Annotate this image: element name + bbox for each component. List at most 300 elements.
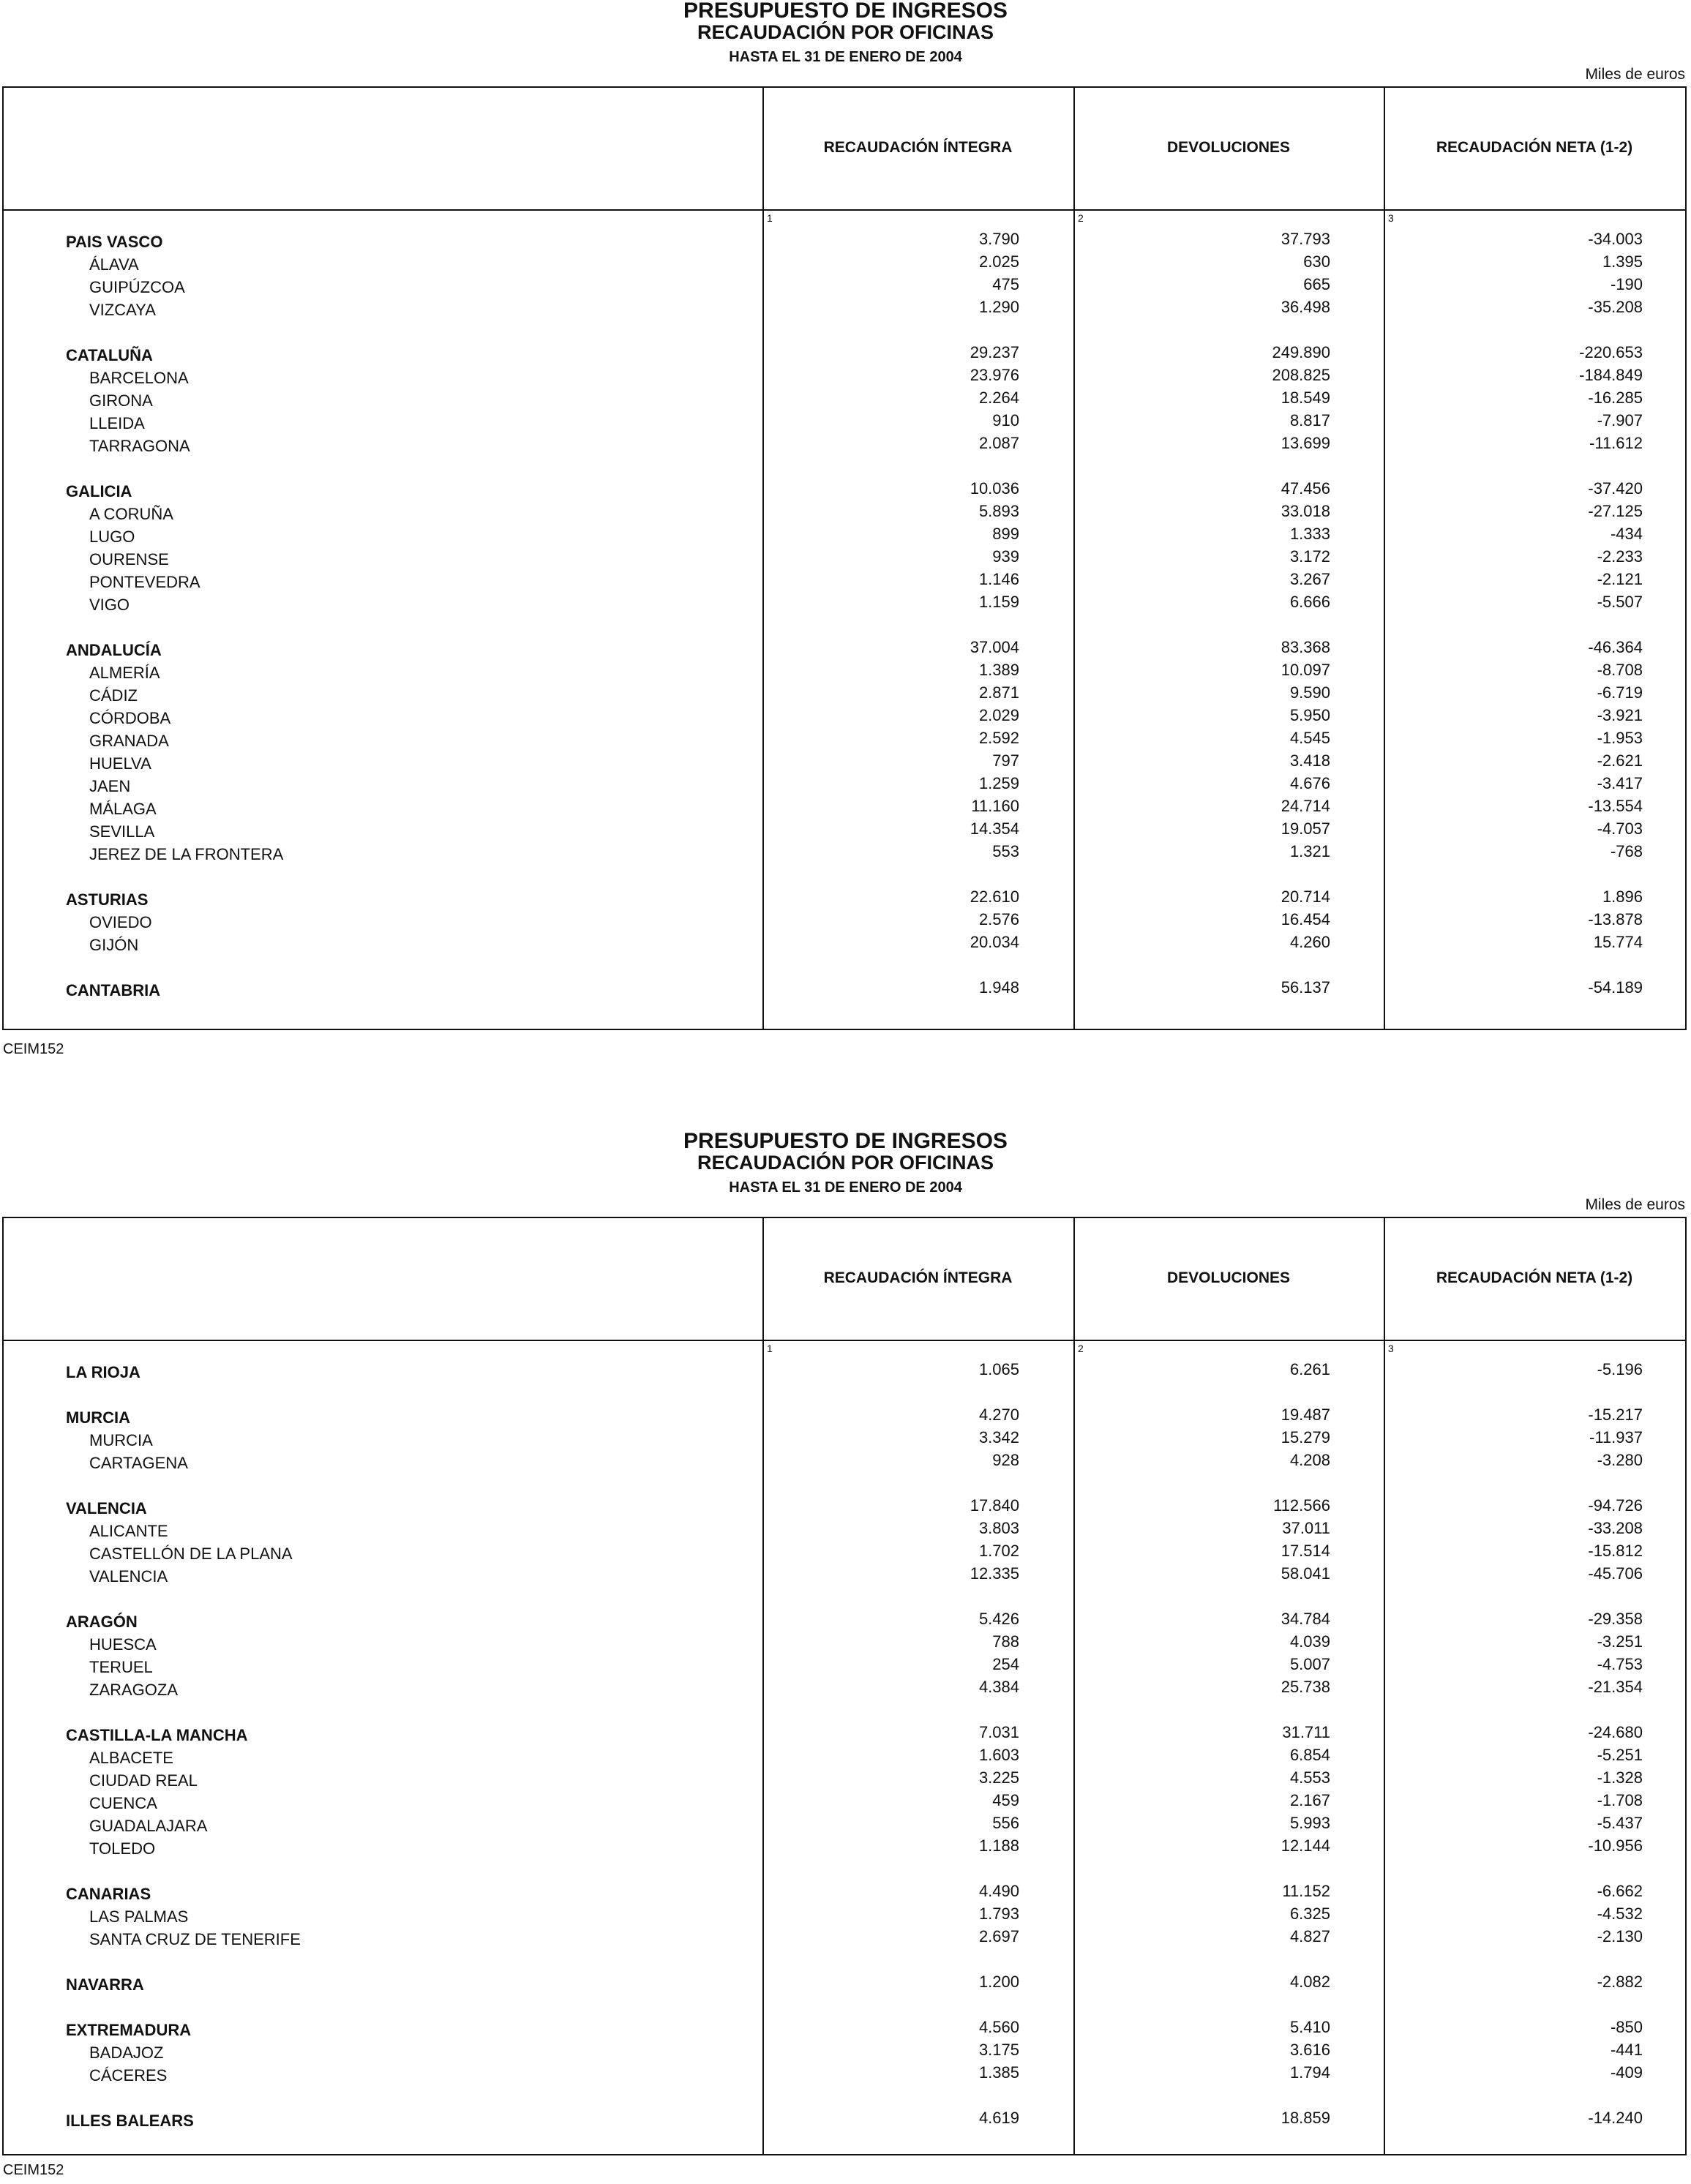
gross-collection-value: 4.490 — [978, 1882, 1019, 1900]
gross-collection-value: 928 — [992, 1451, 1019, 1469]
gross-collection-value: 3.225 — [978, 1768, 1019, 1787]
office-row — [4, 1927, 1685, 1953]
region-row — [4, 638, 1685, 664]
net-collection-value: -850 — [1610, 2018, 1643, 2036]
refunds-value: 4.260 — [1289, 933, 1330, 951]
gross-collection-value: 1.389 — [978, 661, 1019, 679]
gross-collection-value: 4.560 — [978, 2018, 1019, 2036]
gross-collection-value: 12.335 — [970, 1564, 1019, 1583]
net-collection-value: -5.507 — [1597, 593, 1643, 611]
office-row — [4, 275, 1685, 301]
column-number: 1 — [767, 212, 773, 224]
refunds-value: 34.784 — [1281, 1610, 1330, 1628]
net-collection-value: -94.726 — [1588, 1496, 1643, 1515]
refunds-value: 6.854 — [1289, 1746, 1330, 1764]
row-label: ZARAGOZA — [89, 1681, 179, 1699]
gross-collection-value: 1.385 — [978, 2063, 1019, 2082]
refunds-value: 3.418 — [1289, 751, 1330, 770]
net-collection-value: -184.849 — [1579, 366, 1643, 384]
gross-collection-value: 1.065 — [978, 1360, 1019, 1378]
refunds-value: 36.498 — [1281, 298, 1330, 316]
row-label: LA RIOJA — [66, 1363, 140, 1381]
gross-collection-value: 1.793 — [978, 1905, 1019, 1923]
gross-collection-value: 22.610 — [970, 888, 1019, 906]
refunds-value: 47.456 — [1281, 479, 1330, 498]
row-label: ALBACETE — [89, 1749, 173, 1767]
office-row — [4, 2063, 1685, 2089]
refunds-value: 13.699 — [1281, 434, 1330, 452]
refunds-value: 18.549 — [1281, 389, 1330, 407]
column-header: DEVOLUCIONES — [1166, 139, 1291, 156]
net-collection-value: -4.703 — [1597, 819, 1643, 838]
refunds-value: 33.018 — [1281, 502, 1330, 520]
refunds-value: 112.566 — [1273, 1496, 1330, 1515]
region-row — [4, 479, 1685, 505]
gross-collection-value: 556 — [992, 1814, 1019, 1832]
gross-collection-value: 17.840 — [970, 1496, 1019, 1515]
net-collection-value: -29.358 — [1588, 1610, 1643, 1628]
row-label: CUENCA — [89, 1794, 157, 1812]
gross-collection-value: 2.025 — [978, 252, 1019, 271]
row-label: TARRAGONA — [89, 437, 190, 455]
row-label: MÁLAGA — [89, 800, 157, 818]
row-label: GALICIA — [66, 482, 132, 500]
gross-collection-value: 2.029 — [978, 706, 1019, 724]
row-label: GIJÓN — [89, 936, 139, 954]
refunds-value: 6.325 — [1289, 1905, 1330, 1923]
office-row — [4, 593, 1685, 618]
refunds-value: 16.454 — [1281, 910, 1330, 928]
net-collection-value: -16.285 — [1588, 389, 1643, 407]
gross-collection-value: 1.603 — [978, 1746, 1019, 1764]
gross-collection-value: 1.259 — [978, 774, 1019, 792]
net-collection-value: -13.554 — [1588, 797, 1643, 815]
column-number: 3 — [1388, 1343, 1394, 1354]
gross-collection-value: 10.036 — [970, 479, 1019, 498]
column-number: 3 — [1388, 212, 1394, 224]
gross-collection-value: 788 — [992, 1632, 1019, 1651]
row-label: HUESCA — [89, 1635, 157, 1654]
row-label: GIRONA — [89, 391, 153, 410]
refunds-value: 1.333 — [1289, 525, 1330, 543]
net-collection-value: -10.956 — [1588, 1836, 1643, 1855]
office-row — [4, 1428, 1685, 1454]
data-table — [2, 86, 1687, 1030]
report-title: PRESUPUESTO DE INGRESOS — [683, 1129, 1008, 1153]
gross-collection-value: 254 — [992, 1655, 1019, 1673]
net-collection-value: -54.189 — [1588, 978, 1643, 997]
refunds-value: 3.172 — [1289, 547, 1330, 566]
net-collection-value: -5.196 — [1597, 1360, 1643, 1378]
gross-collection-value: 1.146 — [978, 570, 1019, 588]
refunds-value: 3.267 — [1289, 570, 1330, 588]
gross-collection-value: 20.034 — [970, 933, 1019, 951]
net-collection-value: -34.003 — [1588, 230, 1643, 248]
net-collection-value: -45.706 — [1588, 1564, 1643, 1583]
row-label: JEREZ DE LA FRONTERA — [89, 845, 284, 863]
column-header: RECAUDACIÓN ÍNTEGRA — [823, 139, 1013, 156]
row-label: ILLES BALEARS — [66, 2112, 194, 2130]
net-collection-value: -441 — [1610, 2041, 1643, 2059]
gross-collection-value: 29.237 — [970, 343, 1019, 361]
row-label: HUELVA — [89, 754, 151, 773]
report-page-1 — [0, 0, 1691, 1063]
row-label: ASTURIAS — [66, 890, 149, 909]
office-row — [4, 797, 1685, 822]
row-label: LAS PALMAS — [89, 1907, 189, 1926]
office-row — [4, 706, 1685, 732]
net-collection-value: -27.125 — [1588, 502, 1643, 520]
refunds-value: 19.057 — [1281, 819, 1330, 838]
refunds-value: 5.410 — [1289, 2018, 1330, 2036]
gross-collection-value: 3.175 — [978, 2041, 1019, 2059]
refunds-value: 17.514 — [1281, 1542, 1330, 1560]
office-row — [4, 819, 1685, 845]
gross-collection-value: 5.893 — [978, 502, 1019, 520]
region-row — [4, 1975, 1685, 1998]
refunds-value: 4.827 — [1289, 1927, 1330, 1945]
refunds-value: 58.041 — [1281, 1564, 1330, 1583]
row-label: LLEIDA — [89, 414, 145, 432]
net-collection-value: -15.217 — [1588, 1406, 1643, 1424]
row-label: SEVILLA — [89, 822, 155, 841]
office-row — [4, 661, 1685, 686]
column-header: DEVOLUCIONES — [1166, 1269, 1291, 1286]
net-collection-value: -2.233 — [1597, 547, 1643, 566]
row-label: NAVARRA — [66, 1975, 144, 1994]
refunds-value: 4.676 — [1289, 774, 1330, 792]
row-label: CANARIAS — [66, 1885, 151, 1903]
gross-collection-value: 2.592 — [978, 729, 1019, 747]
row-label: GUIPÚZCOA — [89, 278, 185, 296]
refunds-value: 4.208 — [1289, 1451, 1330, 1469]
region-row — [4, 978, 1685, 1004]
units-label: Miles de euros — [1585, 1196, 1685, 1213]
net-collection-value: -6.719 — [1597, 683, 1643, 702]
report-date: HASTA EL 31 DE ENERO DE 2004 — [729, 49, 962, 65]
gross-collection-value: 4.619 — [978, 2109, 1019, 2127]
column-number: 2 — [1078, 212, 1084, 224]
report-subtitle: RECAUDACIÓN POR OFICINAS — [697, 21, 994, 43]
region-row — [4, 1496, 1685, 1522]
gross-collection-value: 23.976 — [970, 366, 1019, 384]
report-subtitle: RECAUDACIÓN POR OFICINAS — [697, 1152, 994, 1174]
refunds-value: 18.859 — [1281, 2109, 1330, 2127]
office-row — [4, 751, 1685, 777]
column-header: RECAUDACIÓN NETA (1-2) — [1436, 139, 1633, 156]
refunds-value: 83.368 — [1281, 638, 1330, 656]
office-row — [4, 1542, 1685, 1567]
column-number: 2 — [1078, 1343, 1084, 1354]
gross-collection-value: 4.384 — [978, 1678, 1019, 1696]
refunds-value: 4.039 — [1289, 1632, 1330, 1651]
gross-collection-value: 939 — [992, 547, 1019, 566]
office-row — [4, 1836, 1685, 1862]
gross-collection-value: 899 — [992, 525, 1019, 543]
row-label: ARAGÓN — [66, 1613, 138, 1631]
net-collection-value: -15.812 — [1588, 1542, 1643, 1560]
office-row — [4, 570, 1685, 596]
office-row — [4, 411, 1685, 437]
region-row — [4, 2109, 1685, 2134]
refunds-value: 37.011 — [1282, 1519, 1330, 1537]
net-collection-value: -2.621 — [1597, 751, 1643, 770]
column-header: RECAUDACIÓN NETA (1-2) — [1436, 1269, 1633, 1286]
gross-collection-value: 459 — [992, 1791, 1019, 1809]
office-row — [4, 1632, 1685, 1658]
region-row — [4, 1408, 1685, 1431]
net-collection-value: -190 — [1610, 275, 1643, 293]
office-row — [4, 525, 1685, 550]
row-label: EXTREMADURA — [66, 2021, 192, 2039]
refunds-value: 56.137 — [1281, 978, 1330, 997]
office-row — [4, 1451, 1685, 1476]
refunds-value: 4.082 — [1289, 1973, 1330, 1991]
region-row — [4, 230, 1685, 255]
office-row — [4, 391, 1685, 414]
refunds-value: 2.167 — [1289, 1791, 1330, 1809]
row-label: OURENSE — [89, 550, 169, 568]
column-number: 1 — [767, 1343, 773, 1354]
row-label: PAIS VASCO — [66, 233, 163, 251]
refunds-value: 31.711 — [1282, 1723, 1330, 1741]
refunds-value: 19.487 — [1281, 1406, 1330, 1424]
row-label: MURCIA — [66, 1408, 130, 1427]
row-label: CÁCERES — [89, 2066, 168, 2084]
report-date: HASTA EL 31 DE ENERO DE 2004 — [729, 1179, 962, 1196]
office-row — [4, 1814, 1685, 1839]
office-row — [4, 434, 1685, 459]
net-collection-value: -3.251 — [1597, 1632, 1643, 1651]
row-label: CASTILLA-LA MANCHA — [66, 1726, 248, 1744]
row-label: CÁDIZ — [89, 686, 138, 705]
gross-collection-value: 1.200 — [978, 1973, 1019, 1991]
gross-collection-value: 1.159 — [978, 593, 1019, 611]
refunds-value: 11.152 — [1282, 1882, 1330, 1900]
net-collection-value: -5.437 — [1597, 1814, 1643, 1832]
net-collection-value: -11.937 — [1589, 1428, 1643, 1446]
net-collection-value: -46.364 — [1588, 638, 1643, 656]
region-row — [4, 343, 1685, 369]
office-row — [4, 1519, 1685, 1545]
gross-collection-value: 4.270 — [978, 1406, 1019, 1424]
column-header: RECAUDACIÓN ÍNTEGRA — [823, 1269, 1013, 1286]
row-label: ALICANTE — [89, 1522, 168, 1540]
net-collection-value: -11.612 — [1589, 434, 1643, 452]
net-collection-value: 1.896 — [1602, 888, 1643, 906]
net-collection-value: -3.417 — [1597, 774, 1643, 792]
gross-collection-value: 2.576 — [978, 910, 1019, 928]
net-collection-value: -13.878 — [1588, 910, 1643, 928]
net-collection-value: -7.907 — [1597, 411, 1643, 429]
net-collection-value: -14.240 — [1588, 2109, 1643, 2127]
net-collection-value: -1.708 — [1597, 1791, 1643, 1809]
region-row — [4, 1610, 1685, 1635]
gross-collection-value: 1.702 — [978, 1542, 1019, 1560]
gross-collection-value: 37.004 — [970, 638, 1019, 656]
region-row — [4, 2018, 1685, 2044]
refunds-value: 665 — [1303, 275, 1330, 293]
gross-collection-value: 3.790 — [978, 230, 1019, 248]
gross-collection-value: 910 — [992, 411, 1019, 429]
net-collection-value: -8.708 — [1597, 661, 1643, 679]
refunds-value: 20.714 — [1281, 888, 1330, 906]
report-title: PRESUPUESTO DE INGRESOS — [683, 0, 1008, 23]
refunds-value: 6.261 — [1289, 1360, 1330, 1378]
row-label: OVIEDO — [89, 913, 152, 931]
refunds-value: 1.321 — [1289, 842, 1330, 860]
gross-collection-value: 11.160 — [971, 797, 1019, 815]
row-label: A CORUÑA — [89, 505, 173, 523]
gross-collection-value: 3.342 — [978, 1428, 1019, 1446]
gross-collection-value: 2.697 — [978, 1927, 1019, 1945]
gross-collection-value: 475 — [992, 275, 1019, 293]
gross-collection-value: 797 — [992, 751, 1019, 770]
gross-collection-value: 1.188 — [978, 1836, 1019, 1855]
row-label: VIZCAYA — [89, 301, 156, 319]
refunds-value: 6.666 — [1289, 593, 1330, 611]
refunds-value: 10.097 — [1281, 661, 1330, 679]
net-collection-value: -434 — [1610, 525, 1643, 543]
office-row — [4, 933, 1685, 958]
refunds-value: 12.144 — [1281, 1836, 1330, 1855]
refunds-value: 37.793 — [1281, 230, 1330, 248]
office-row — [4, 1678, 1685, 1703]
data-table — [2, 1217, 1687, 2155]
net-collection-value: -1.328 — [1597, 1768, 1643, 1787]
office-row — [4, 502, 1685, 528]
office-row — [4, 1564, 1685, 1590]
net-collection-value: -409 — [1610, 2063, 1643, 2082]
refunds-value: 15.279 — [1281, 1428, 1330, 1446]
row-label: ANDALUCÍA — [66, 641, 162, 659]
row-label: CARTAGENA — [89, 1454, 188, 1472]
row-label: CATALUÑA — [66, 346, 153, 364]
row-label: VALENCIA — [66, 1499, 147, 1517]
net-collection-value: -33.208 — [1588, 1519, 1643, 1537]
net-collection-value: -4.753 — [1597, 1655, 1643, 1673]
net-collection-value: -37.420 — [1588, 479, 1643, 498]
net-collection-value: -24.680 — [1588, 1723, 1643, 1741]
office-row — [4, 842, 1685, 868]
row-label: LUGO — [89, 528, 135, 546]
gross-collection-value: 7.031 — [978, 1723, 1019, 1741]
office-row — [4, 1907, 1685, 1930]
net-collection-value: -3.921 — [1597, 706, 1643, 724]
gross-collection-value: 2.871 — [978, 683, 1019, 702]
office-row — [4, 252, 1685, 278]
row-label: TERUEL — [89, 1658, 153, 1676]
office-row — [4, 683, 1685, 709]
refunds-value: 3.616 — [1289, 2041, 1330, 2059]
row-label: CÓRDOBA — [89, 709, 171, 727]
gross-collection-value: 5.426 — [978, 1610, 1019, 1628]
footer-code: CEIM152 — [3, 2162, 64, 2178]
row-label: VIGO — [89, 596, 130, 614]
net-collection-value: -5.251 — [1597, 1746, 1643, 1764]
refunds-value: 5.993 — [1289, 1814, 1330, 1832]
office-row — [4, 1768, 1685, 1794]
region-row — [4, 1882, 1685, 1907]
net-collection-value: -1.953 — [1597, 729, 1643, 747]
row-label: ALMERÍA — [89, 664, 160, 682]
office-row — [4, 2041, 1685, 2066]
row-label: ÁLAVA — [89, 255, 139, 274]
refunds-value: 4.553 — [1289, 1768, 1330, 1787]
row-label: GRANADA — [89, 732, 169, 750]
net-collection-value: 1.395 — [1602, 252, 1643, 271]
row-label: GUADALAJARA — [89, 1817, 208, 1835]
region-row — [4, 1360, 1685, 1386]
net-collection-value: -21.354 — [1588, 1678, 1643, 1696]
office-row — [4, 910, 1685, 936]
net-collection-value: -2.130 — [1597, 1927, 1643, 1945]
row-label: CIUDAD REAL — [89, 1771, 198, 1790]
gross-collection-value: 553 — [992, 842, 1019, 860]
row-label: TOLEDO — [89, 1839, 156, 1858]
region-row — [4, 1723, 1685, 1749]
gross-collection-value: 2.264 — [978, 389, 1019, 407]
office-row — [4, 298, 1685, 323]
office-row — [4, 1655, 1685, 1681]
refunds-value: 9.590 — [1289, 683, 1330, 702]
row-label: MURCIA — [89, 1431, 153, 1449]
refunds-value: 630 — [1303, 252, 1330, 271]
net-collection-value: -2.121 — [1597, 570, 1643, 588]
net-collection-value: -2.882 — [1597, 1973, 1643, 1991]
refunds-value: 5.950 — [1289, 706, 1330, 724]
row-label: BARCELONA — [89, 369, 189, 387]
row-label: PONTEVEDRA — [89, 573, 200, 591]
gross-collection-value: 14.354 — [970, 819, 1019, 838]
gross-collection-value: 1.290 — [978, 298, 1019, 316]
units-label: Miles de euros — [1585, 66, 1685, 83]
refunds-value: 25.738 — [1281, 1678, 1330, 1696]
row-label: SANTA CRUZ DE TENERIFE — [89, 1930, 301, 1948]
gross-collection-value: 3.803 — [978, 1519, 1019, 1537]
region-row — [4, 890, 1685, 913]
refunds-value: 249.890 — [1272, 343, 1330, 361]
footer-code: CEIM152 — [3, 1041, 64, 1057]
office-row — [4, 1791, 1685, 1817]
gross-collection-value: 1.948 — [978, 978, 1019, 997]
net-collection-value: -220.653 — [1579, 343, 1643, 361]
office-row — [4, 1746, 1685, 1771]
row-label: CANTABRIA — [66, 981, 161, 999]
office-row — [4, 366, 1685, 391]
report-page-2 — [0, 1130, 1691, 2184]
refunds-value: 208.825 — [1272, 366, 1330, 384]
row-label: JAEN — [89, 777, 131, 795]
net-collection-value: -768 — [1610, 842, 1643, 860]
refunds-value: 5.007 — [1289, 1655, 1330, 1673]
net-collection-value: -3.280 — [1597, 1451, 1643, 1469]
refunds-value: 24.714 — [1281, 797, 1330, 815]
gross-collection-value: 2.087 — [978, 434, 1019, 452]
office-row — [4, 547, 1685, 573]
net-collection-value: -35.208 — [1588, 298, 1643, 316]
net-collection-value: -4.532 — [1597, 1905, 1643, 1923]
refunds-value: 1.794 — [1289, 2063, 1330, 2082]
row-label: VALENCIA — [89, 1567, 168, 1586]
row-label: BADAJOZ — [89, 2044, 164, 2062]
refunds-value: 4.545 — [1289, 729, 1330, 747]
office-row — [4, 729, 1685, 754]
net-collection-value: -6.662 — [1597, 1882, 1643, 1900]
office-row — [4, 774, 1685, 800]
refunds-value: 8.817 — [1289, 411, 1330, 429]
net-collection-value: 15.774 — [1593, 933, 1643, 951]
